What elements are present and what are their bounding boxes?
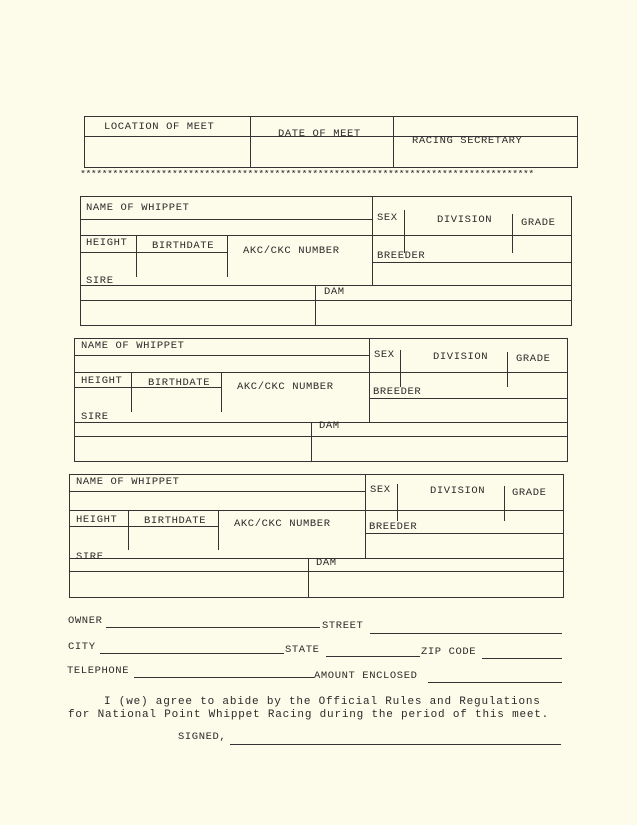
signature-field[interactable]	[230, 744, 561, 745]
dam-label: DAM	[316, 557, 337, 569]
sex-label: SEX	[370, 484, 391, 496]
street-field[interactable]	[370, 633, 562, 634]
birthdate-label: BIRTHDATE	[144, 515, 207, 527]
name-of-whippet-label: NAME OF WHIPPET	[76, 476, 180, 488]
street-label: STREET	[322, 620, 364, 632]
name-of-whippet-label: NAME OF WHIPPET	[86, 202, 190, 214]
birthdate-label: BIRTHDATE	[148, 377, 211, 389]
zip-code-label: ZIP CODE	[421, 646, 477, 658]
telephone-label: TELEPHONE	[67, 665, 130, 677]
owner-label: OWNER	[68, 615, 103, 627]
grade-label: GRADE	[521, 217, 556, 229]
breeder-label: BREEDER	[369, 521, 418, 533]
location-of-meet-label: LOCATION OF MEET	[104, 121, 215, 133]
state-label: STATE	[285, 644, 320, 656]
city-label: CITY	[68, 641, 96, 653]
name-of-whippet-label: NAME OF WHIPPET	[81, 340, 185, 352]
breeder-label: BREEDER	[377, 250, 426, 262]
signed-label: SIGNED,	[178, 731, 227, 743]
sire-label: SIRE	[76, 551, 104, 563]
division-label: DIVISION	[433, 351, 489, 363]
sire-label: SIRE	[86, 275, 114, 287]
sex-label: SEX	[377, 212, 398, 224]
akc-ckc-number-label: AKC/CKC NUMBER	[234, 518, 331, 530]
owner-field[interactable]	[106, 627, 320, 628]
dam-label: DAM	[324, 286, 345, 298]
sire-label: SIRE	[81, 411, 109, 423]
akc-ckc-number-label: AKC/CKC NUMBER	[237, 381, 334, 393]
grade-label: GRADE	[512, 487, 547, 499]
dam-label: DAM	[319, 420, 340, 432]
akc-ckc-number-label: AKC/CKC NUMBER	[243, 245, 340, 257]
birthdate-label: BIRTHDATE	[152, 240, 215, 252]
agreement-line-2: for National Point Whippet Racing during the period of this meet.	[68, 709, 550, 721]
amount-enclosed-label: AMOUNT ENCLOSED	[314, 670, 418, 682]
height-label: HEIGHT	[86, 237, 128, 249]
telephone-field[interactable]	[134, 677, 314, 678]
sex-label: SEX	[374, 349, 395, 361]
state-field[interactable]	[326, 656, 420, 657]
city-field[interactable]	[100, 653, 284, 654]
star-separator: ************************************************************************************	[80, 170, 534, 181]
grade-label: GRADE	[516, 353, 551, 365]
zip-code-field[interactable]	[482, 658, 562, 659]
division-label: DIVISION	[437, 214, 493, 226]
amount-enclosed-field[interactable]	[428, 682, 562, 683]
height-label: HEIGHT	[81, 375, 123, 387]
date-of-meet-label: DATE OF MEET	[278, 128, 361, 140]
division-label: DIVISION	[430, 485, 486, 497]
height-label: HEIGHT	[76, 514, 118, 526]
breeder-label: BREEDER	[373, 386, 422, 398]
racing-secretary-label: RACING SECRETARY	[412, 135, 523, 147]
agreement-line-1: I (we) agree to abide by the Official Rules and Regulations	[104, 696, 541, 708]
